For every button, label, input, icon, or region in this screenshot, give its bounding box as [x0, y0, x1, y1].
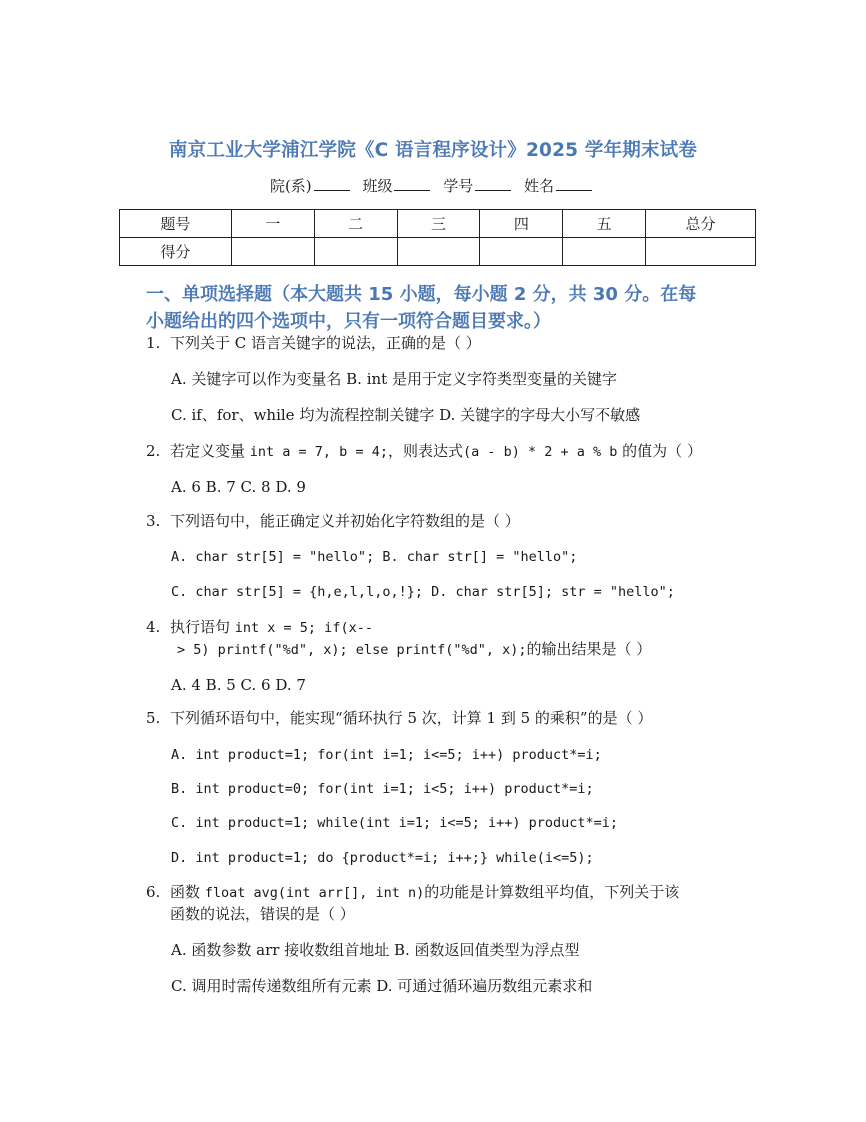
- score-header-cell: 一: [231, 210, 314, 238]
- class-blank[interactable]: [394, 176, 430, 191]
- student-id-label: 学号: [443, 177, 474, 195]
- score-cell-total[interactable]: [646, 238, 756, 266]
- question-text: 函数: [170, 883, 205, 901]
- question-text: 的输出结果是（ ）: [526, 640, 652, 658]
- section-1-heading: [146, 281, 746, 335]
- question-number: 3.: [146, 512, 161, 530]
- question-number: 5.: [146, 709, 161, 727]
- question-2: [146, 440, 702, 463]
- code-snippet: int x = 5; if(x--: [234, 620, 373, 636]
- score-table-header-row: [120, 210, 756, 238]
- question-3-options-cd: C. char str[5] = {h,e,l,l,o,!}; D. char str[5]; str = "hello";: [171, 584, 675, 600]
- score-header-cell: 题号: [120, 210, 232, 238]
- class-label: 班级: [362, 177, 393, 195]
- question-5-option-c: C. int product=1; while(int i=1; i<=5; i++) product*=i;: [171, 815, 619, 831]
- question-6-options-cd: C. 调用时需传递数组所有元素 D. 可通过循环遍历数组元素求和: [171, 977, 593, 995]
- score-header-cell: 总分: [646, 210, 756, 238]
- score-table: [119, 209, 756, 266]
- dept-label: 院(系): [269, 177, 312, 195]
- question-4-options: A. 4 B. 5 C. 6 D. 7: [171, 676, 306, 694]
- question-6-options-ab: A. 函数参数 arr 接收数组首地址 B. 函数返回值类型为浮点型: [171, 941, 580, 959]
- code-snippet: > 5) printf("%d", x); else printf("%d", x);: [177, 642, 527, 658]
- code-snippet: (a - b) * 2 + a % b: [462, 444, 618, 460]
- question-5: [146, 707, 652, 729]
- question-text: 下列语句中，能正确定义并初始化字符数组的是（ ）: [170, 512, 520, 530]
- code-snippet: int a = 7, b = 4;: [249, 444, 388, 460]
- question-2-options: A. 6 B. 7 C. 8 D. 9: [171, 478, 306, 496]
- code-snippet: float avg(int arr[], int n): [204, 885, 425, 901]
- question-1-options-ab: A. 关键字可以作为变量名 B. int 是用于定义字符类型变量的关键字: [171, 370, 617, 388]
- question-text: ，则表达式: [387, 442, 463, 460]
- score-cell[interactable]: [314, 238, 397, 266]
- score-cell[interactable]: [397, 238, 480, 266]
- question-1-options-cd: C. if、for、while 均为流程控制关键字 D. 关键字的字母大小写不敏感: [171, 406, 641, 424]
- question-text: 的功能是计算数组平均值，下列关于该: [424, 883, 680, 901]
- name-label: 姓名: [524, 177, 555, 195]
- section-heading-line: 小题给出的四个选项中，只有一项符合题目要求。）: [146, 311, 551, 332]
- question-text: 若定义变量: [170, 442, 250, 460]
- score-header-cell: 二: [314, 210, 397, 238]
- question-6: [146, 881, 679, 904]
- student-id-blank[interactable]: [475, 176, 511, 191]
- question-1: [146, 332, 481, 354]
- question-6-line2: 函数的说法，错误的是（ ）: [170, 905, 355, 923]
- dept-blank[interactable]: [314, 176, 350, 191]
- question-number: 4.: [146, 618, 161, 636]
- question-3-options-ab: A. char str[5] = "hello"; B. char str[] = "hello";: [171, 549, 578, 565]
- score-table-score-row: [120, 238, 756, 266]
- student-info-line: [0, 175, 866, 196]
- score-cell[interactable]: [563, 238, 646, 266]
- exam-title: 南京工业大学浦江学院《C 语言程序设计》2025 学年期末试卷: [168, 140, 698, 161]
- name-blank[interactable]: [556, 176, 592, 191]
- question-3: [146, 510, 520, 532]
- question-5-option-a: A. int product=1; for(int i=1; i<=5; i++) product*=i;: [171, 747, 602, 763]
- question-5-option-d: D. int product=1; do {product*=i; i++;} while(i<=5);: [171, 850, 594, 866]
- score-header-cell: 五: [563, 210, 646, 238]
- question-text: 下列循环语句中，能实现“循环执行 5 次，计算 1 到 5 的乘积”的是（ ）: [170, 709, 653, 727]
- score-header-cell: 四: [480, 210, 563, 238]
- question-number: 6.: [146, 883, 161, 901]
- question-number: 1.: [146, 334, 161, 352]
- question-4-line2: [177, 638, 651, 661]
- question-text: 下列关于 C 语言关键字的说法，正确的是（ ）: [170, 334, 481, 352]
- score-row-label: 得分: [120, 238, 232, 266]
- question-5-option-b: B. int product=0; for(int i=1; i<5; i++) product*=i;: [171, 781, 594, 797]
- question-text: 的值为（ ）: [617, 442, 702, 460]
- score-header-cell: 三: [397, 210, 480, 238]
- question-text: 执行语句: [170, 618, 235, 636]
- question-number: 2.: [146, 442, 161, 460]
- question-4: [146, 616, 373, 639]
- score-cell[interactable]: [231, 238, 314, 266]
- section-heading-line: 一、单项选择题（本大题共 15 小题，每小题 2 分，共 30 分。在每: [146, 284, 697, 305]
- score-cell[interactable]: [480, 238, 563, 266]
